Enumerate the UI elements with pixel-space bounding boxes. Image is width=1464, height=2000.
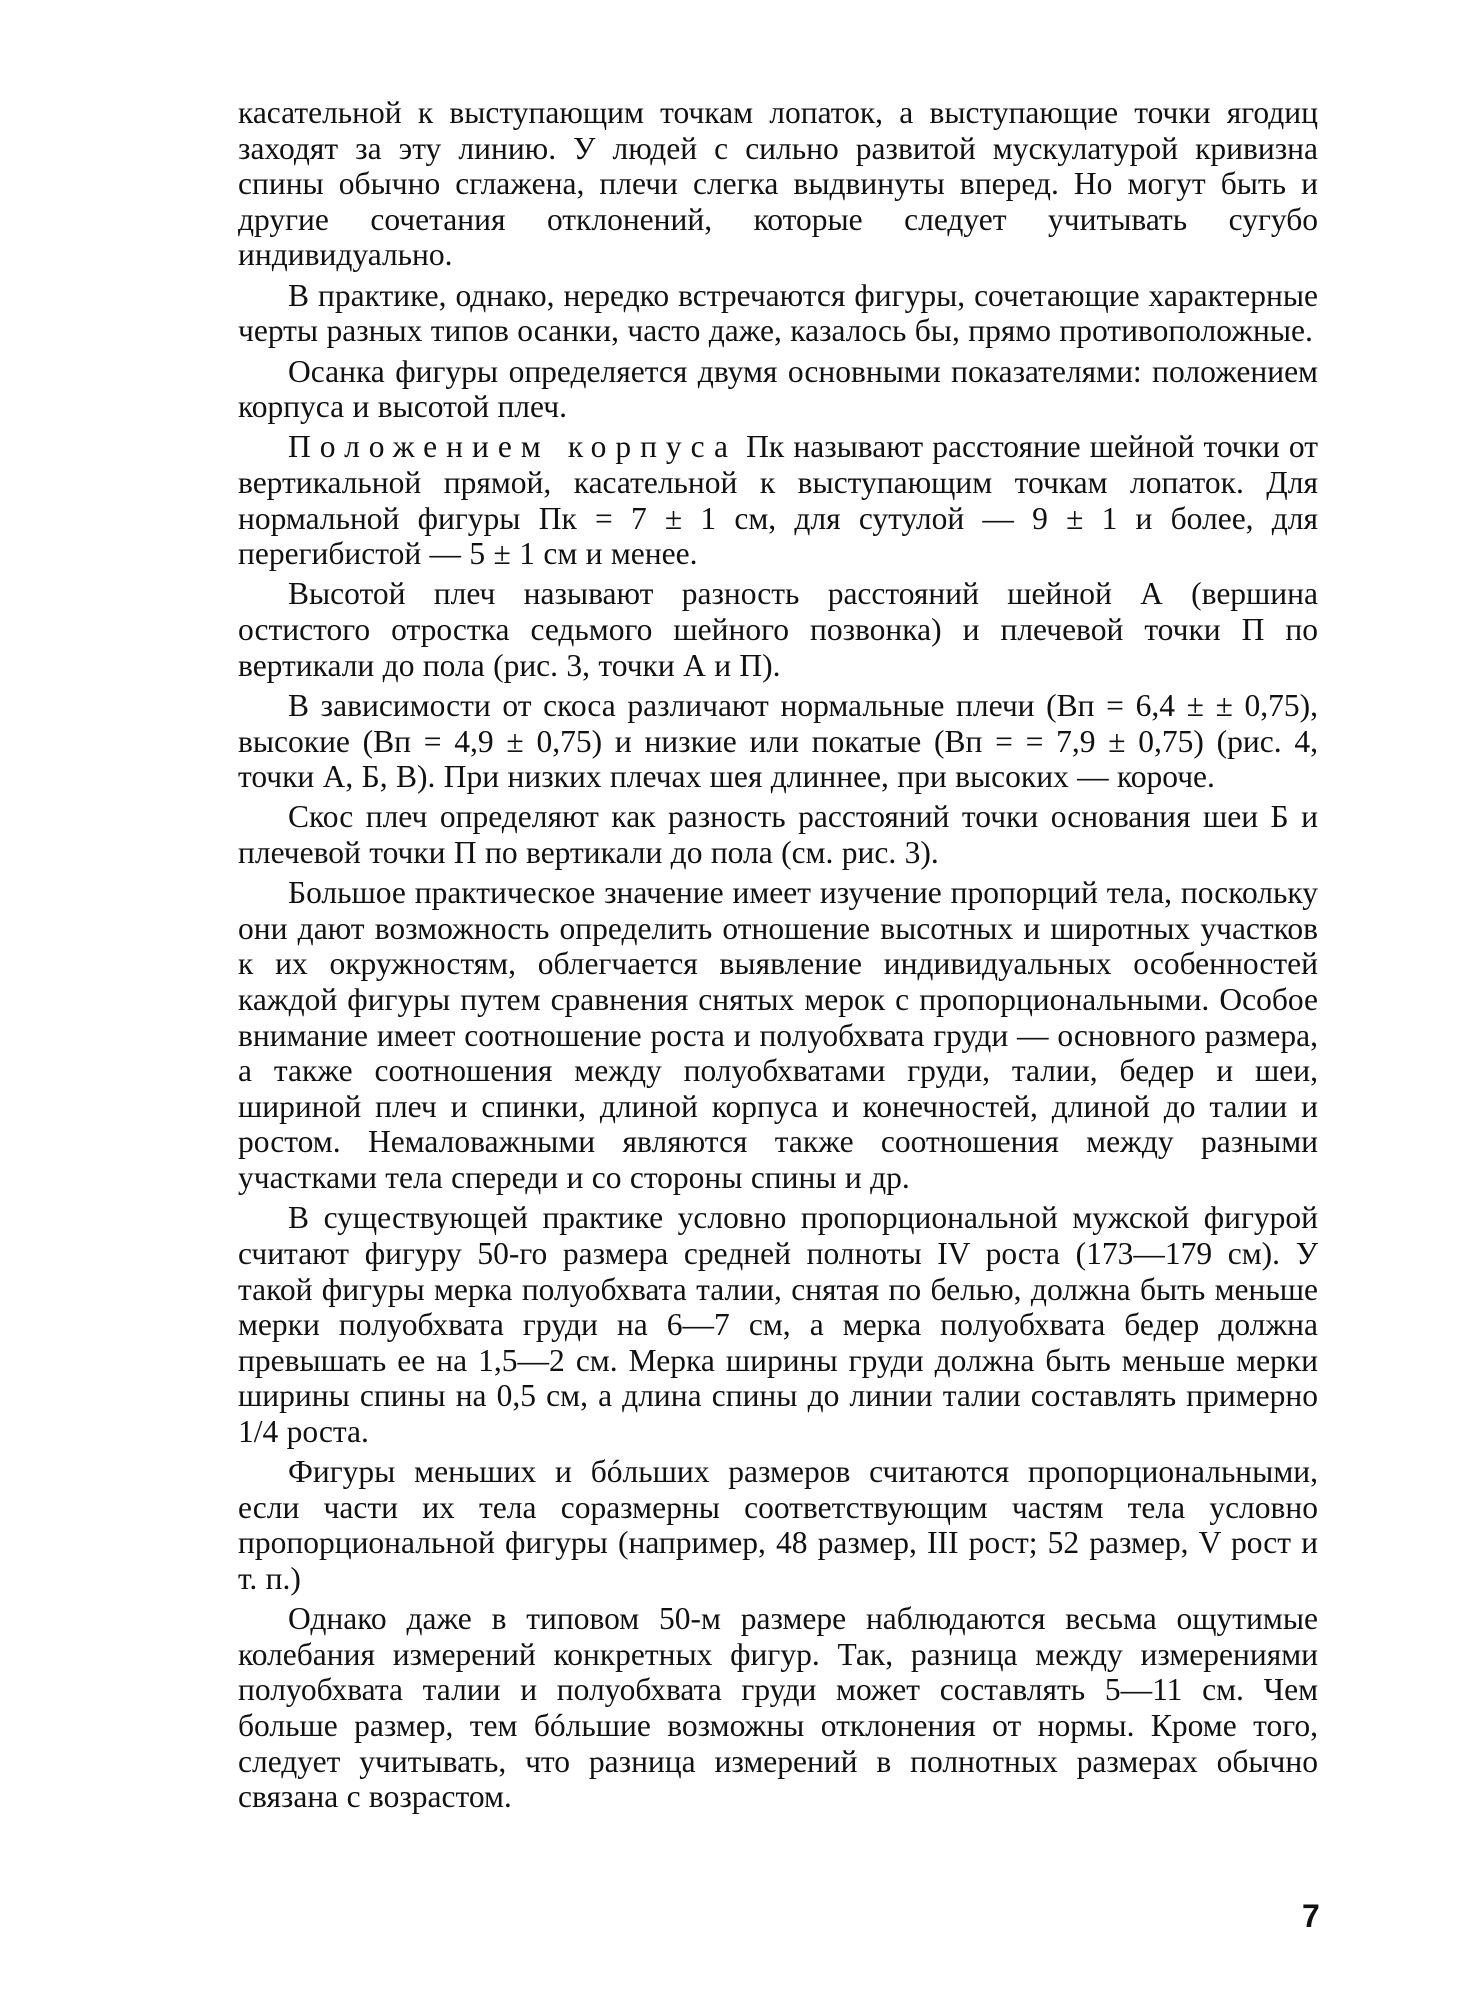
paragraph-proportional-figure: В существующей практике условно пропорциональной мужской фигурой считают фигуру 50-го размера средней полноты IV роста (173—179 см). У такой фигуры мерка полуобхвата талии, снятая по белью, должна быть меньше мерки полуобхвата груди на 6—7 см, а мерка полуобхвата бедер должна превышать ее на 1,5—2 см. Мерка ширины груди должна быть меньше мерки ширины спины на 0,5 см, а длина спины до линии талии составлять примерно 1/4 роста. [238, 1200, 1318, 1449]
spaced-term: Положением корпуса [288, 429, 738, 465]
paragraph-shoulder-types: В зависимости от скоса различают нормальные плечи (Вп = 6,4 ± ± 0,75), высокие (Вп = 4,9 ± 0,75) и низкие или покатые (Вп = = 7,9 ± 0,75) (рис. 4, точки А, Б, В). При низких плечах шея длиннее, при высоких — короче. [238, 687, 1318, 795]
paragraph-mixed-posture: В практике, однако, нередко встречаются фигуры, сочетающие характерные черты разных типов осанки, часто даже, казалось бы, прямо противоположные. [238, 277, 1318, 349]
paragraph-proportions: Большое практическое значение имеет изучение пропорций тела, поскольку они дают возможность определить отношение высотных и широтных участков к их окружностям, облегчается выявление индивидуальных особенностей каждой фигуры путем сравнения снятых мерок с пропорциональными. Особое внимание имеет соотношение роста и полуобхвата груди — основного размера, а также соотношения между полуобхватами груди, талии, бедер и шеи, шириной плеч и спинки, длиной корпуса и конечностей, длиной до талии и ростом. Немаловажными являются также соотношения между разными участками тела спереди и со стороны спины и др. [238, 875, 1318, 1196]
paragraph-shoulder-height: Высотой плеч называют разность расстояний шейной А (вершина остистого отростка седьмого шейного позвонка) и плечевой точки П по вертикали до пола (рис. 3, точки А и П). [238, 576, 1318, 683]
paragraph-body-position [238, 429, 1318, 571]
paragraph-posture-continuation: касательной к выступающим точкам лопаток, а выступающие точки ягодиц заходят за эту линию. У людей с сильно развитой мускулатурой кривизна спины обычно сглажена, плечи слегка выдвинуты вперед. Но могут быть и другие сочетания отклонений, которые следует учитывать сугубо индивидуально. [238, 95, 1318, 273]
page-number: 7 [1302, 1898, 1320, 1934]
paragraph-posture-indicators: Осанка фигуры определяется двумя основными показателями: положением корпуса и высотой плеч. [238, 353, 1318, 425]
paragraph-body-position-text: Пк называют расстояние шейной точки от вертикальной прямой, касательной к выступающим точкам лопаток. Для нормальной фигуры Пк = 7 ± 1 см, для сутулой — 9 ± 1 и более, для перегибистой — 5 ± 1 см и менее. [238, 429, 1318, 572]
paragraph-other-sizes: Фигуры меньших и бóльших размеров считаются пропорциональными, если части их тела соразмерны соответствующим частям тела условно пропорциональной фигуры (например, 48 размер, III рост; 52 размер, V рост и т. п.) [238, 1454, 1318, 1596]
paragraph-size-variation: Однако даже в типовом 50-м размере наблюдаются весьма ощутимые колебания измерений конкретных фигур. Так, разница между измерениями полуобхвата талии и полуобхвата груди может составлять 5—11 см. Чем больше размер, тем бóльшие возможны отклонения от нормы. Кроме того, следует учитывать, что разница измерений в полнотных размерах обычно связана с возрастом. [238, 1601, 1318, 1815]
page-body [238, 95, 1318, 1819]
paragraph-shoulder-slope: Скос плеч определяют как разность расстояний точки основания шеи Б и плечевой точки П по вертикали до пола (см. рис. 3). [238, 799, 1318, 870]
